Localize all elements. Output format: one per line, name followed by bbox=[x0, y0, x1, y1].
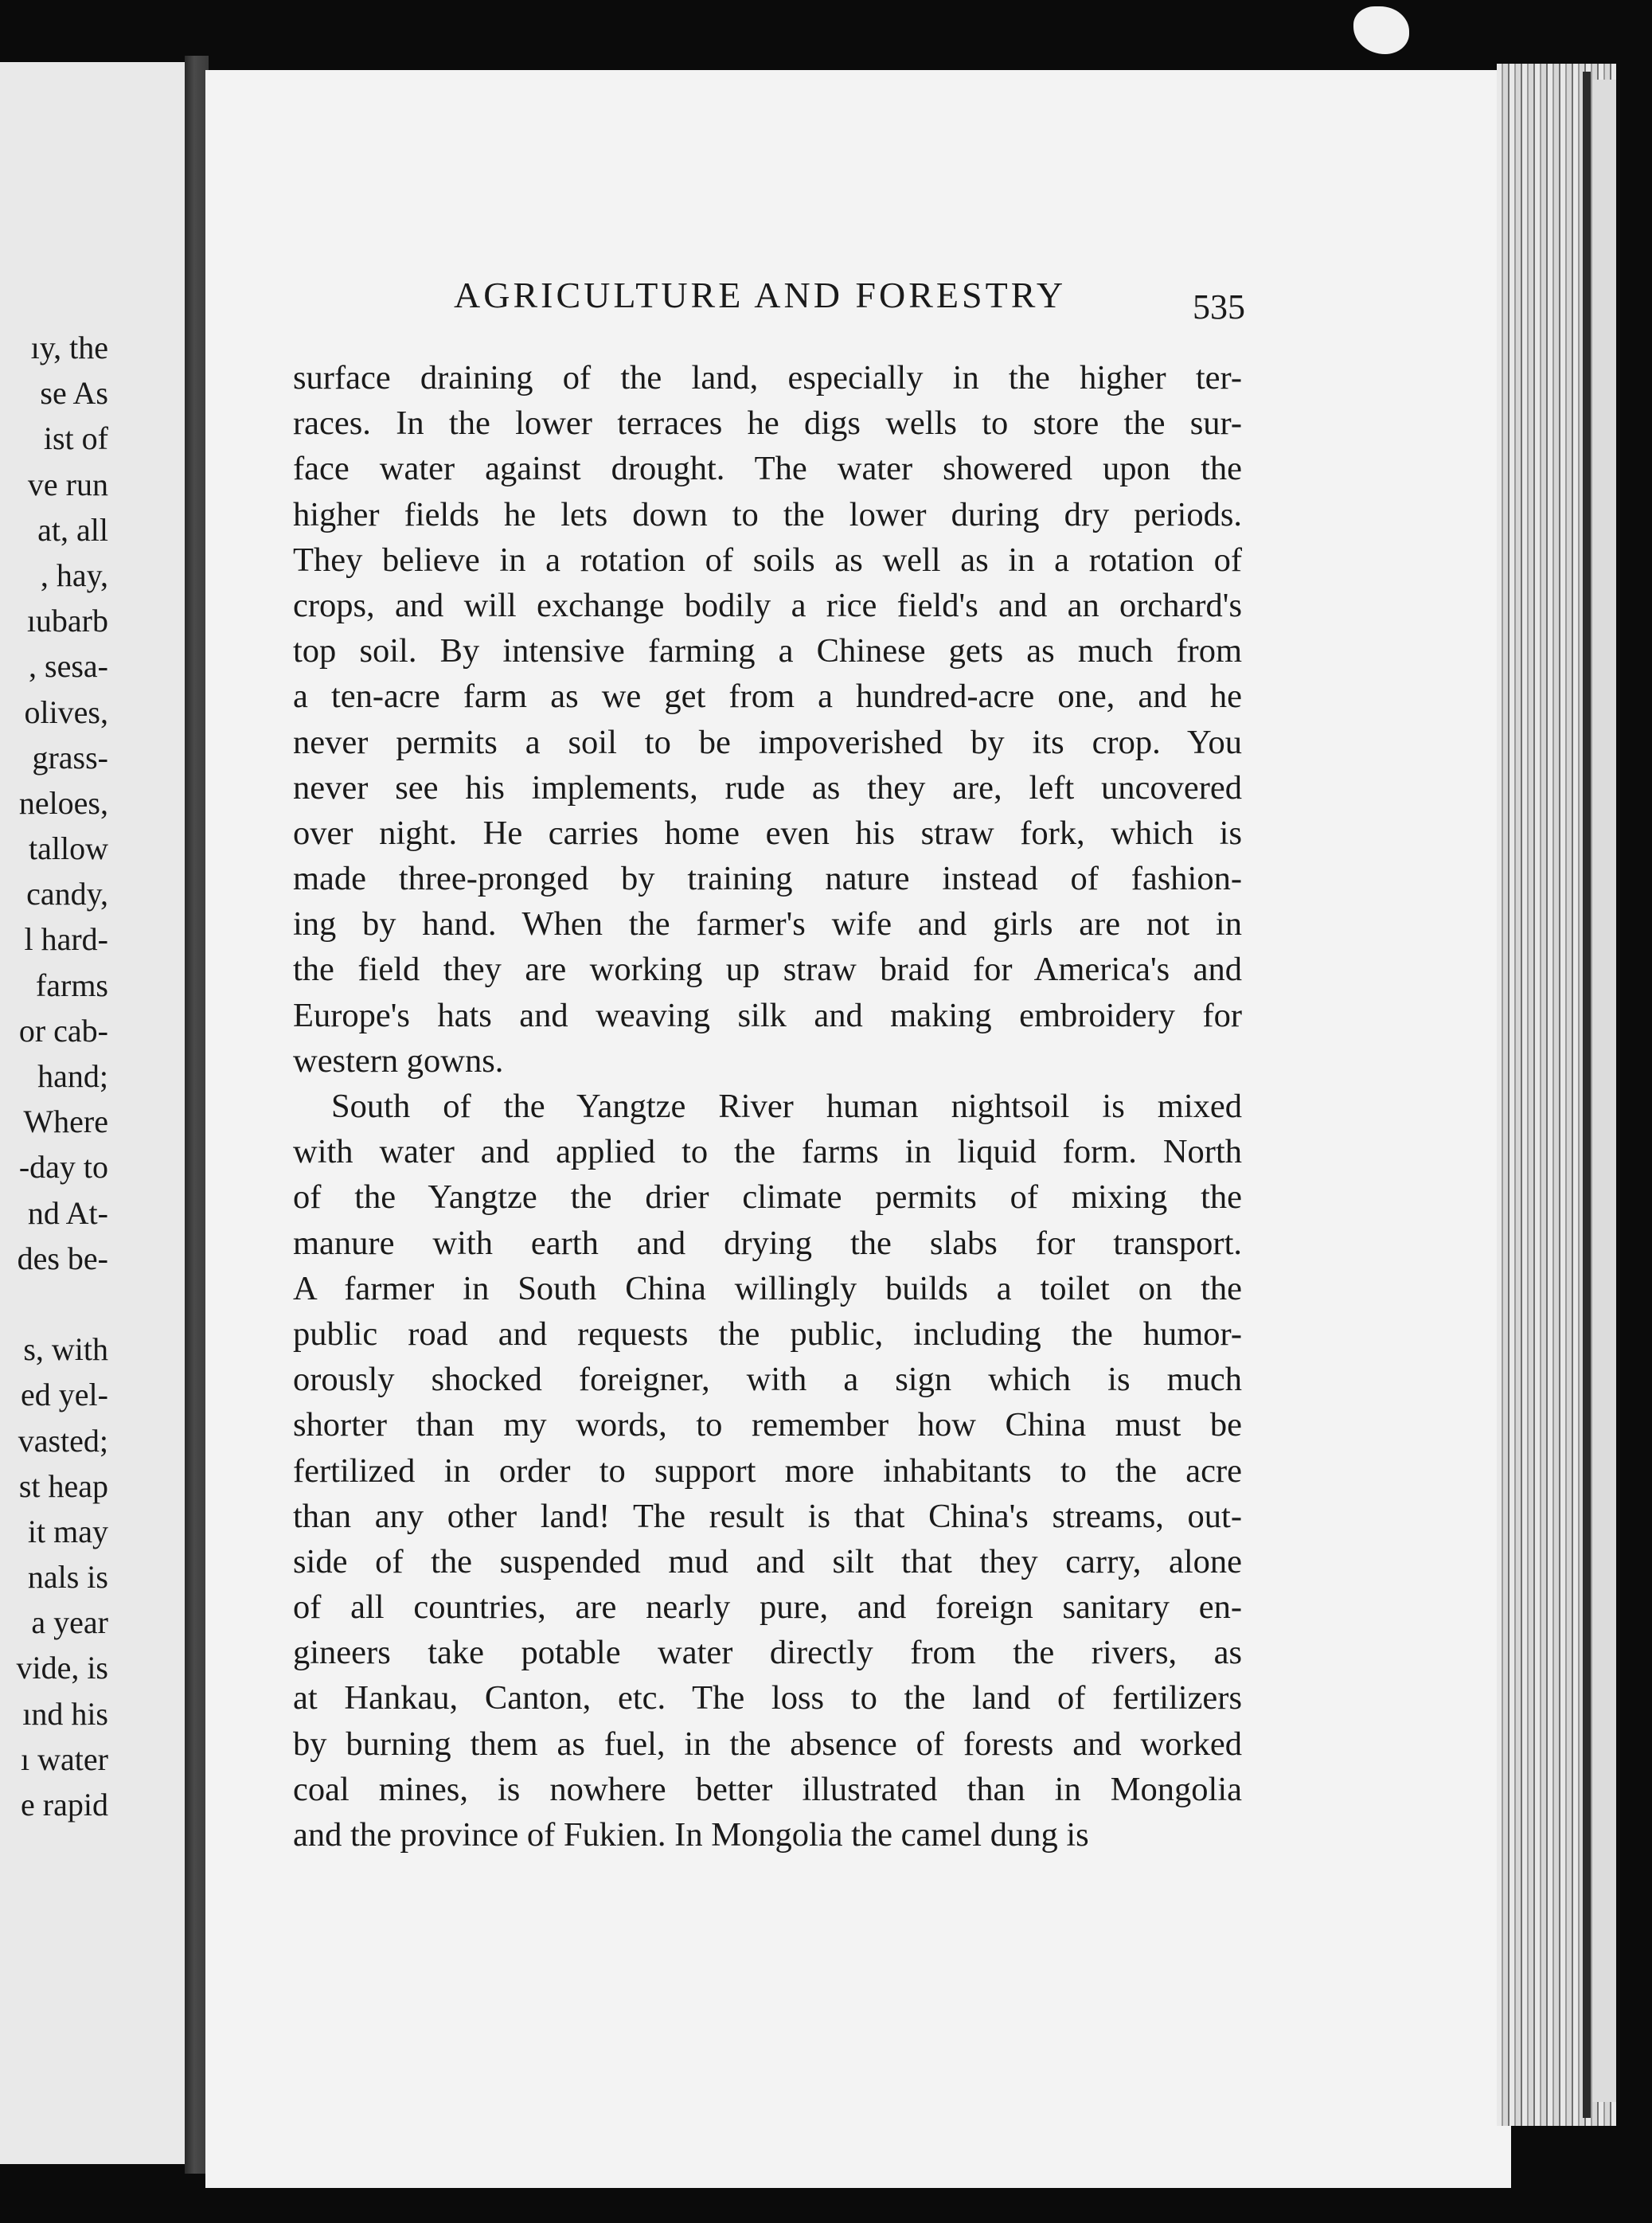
text-line: than any other land! The result is that China's streams, out- bbox=[293, 1497, 1242, 1535]
text-line: public road and requests the public, including the humor- bbox=[293, 1315, 1242, 1353]
left-page-line: nals is bbox=[27, 1559, 108, 1596]
left-page-line: hand; bbox=[37, 1058, 108, 1094]
text-line: never permits a soil to be impoverished by its crop. You bbox=[293, 723, 1242, 761]
left-page-line: vide, is bbox=[16, 1650, 108, 1686]
text-line: of all countries, are nearly pure, and foreign sanitary en- bbox=[293, 1588, 1242, 1627]
left-page-text bbox=[16, 325, 108, 1827]
left-page-line: e rapid bbox=[21, 1787, 108, 1823]
text-line: a ten-acre farm as we get from a hundred-acre one, and he bbox=[293, 678, 1242, 716]
left-page-line: -day to bbox=[18, 1149, 108, 1186]
text-line: top soil. By intensive farming a Chinese gets as much from bbox=[293, 632, 1242, 670]
text-line: over night. He carries home even his straw fork, which is bbox=[293, 814, 1242, 852]
text-line: orously shocked foreigner, with a sign which is much bbox=[293, 1361, 1242, 1399]
text-line: gineers take potable water directly from the rivers, as bbox=[293, 1634, 1242, 1672]
left-page-line: nd At- bbox=[27, 1194, 108, 1231]
text-line: manure with earth and drying the slabs for transport. bbox=[293, 1224, 1242, 1262]
back-page-edge bbox=[1592, 80, 1616, 2102]
left-page-line: ıubarb bbox=[26, 603, 108, 639]
text-line: fertilized in order to support more inhabitants to the acre bbox=[293, 1451, 1242, 1490]
page-number: 535 bbox=[1193, 287, 1245, 326]
text-line: A farmer in South China willingly builds a toilet on the bbox=[293, 1269, 1242, 1307]
left-page-line: st heap bbox=[18, 1467, 108, 1504]
cover-edge bbox=[1583, 72, 1591, 2118]
left-page-line: se As bbox=[40, 375, 108, 412]
left-page-line: vasted; bbox=[18, 1422, 108, 1459]
left-page-line: , sesa- bbox=[29, 648, 108, 685]
left-page-line: des be- bbox=[17, 1240, 108, 1276]
left-page-line: farms bbox=[35, 967, 108, 1003]
left-page-line: candy, bbox=[26, 876, 108, 912]
text-line: ing by hand. When the farmer's wife and girls are not in bbox=[293, 905, 1242, 944]
text-line: crops, and will exchange bodily a rice field's and an orchard's bbox=[293, 586, 1242, 624]
left-page-line: olives, bbox=[24, 693, 108, 730]
text-line: with water and applied to the farms in liquid form. North bbox=[293, 1133, 1242, 1171]
left-page-line: , hay, bbox=[40, 557, 108, 593]
left-page-line: a year bbox=[31, 1604, 108, 1641]
text-line: western gowns. bbox=[293, 1041, 504, 1080]
left-page-line: ıy, the bbox=[30, 330, 108, 365]
left-page-line: ed yel- bbox=[21, 1377, 108, 1413]
left-page-line: neloes, bbox=[18, 784, 108, 821]
text-line: the field they are working up straw braid for America's and bbox=[293, 951, 1242, 989]
left-page bbox=[0, 62, 185, 2164]
text-line: at Hankau, Canton, etc. The loss to the land of fertilizers bbox=[293, 1679, 1242, 1717]
text-line: surface draining of the land, especially in the higher ter- bbox=[293, 359, 1242, 397]
text-line: races. In the lower terraces he digs wells to store the sur- bbox=[293, 404, 1242, 443]
text-line: never see his implements, rude as they are, left uncovered bbox=[293, 768, 1242, 807]
left-page-line: ı water bbox=[21, 1741, 108, 1777]
text-line: face water against drought. The water showered upon the bbox=[293, 450, 1242, 488]
text-line: higher fields he lets down to the lower during dry periods. bbox=[293, 495, 1242, 533]
left-page-line: ist of bbox=[43, 420, 108, 457]
left-page-line: at, all bbox=[37, 511, 108, 548]
left-page-line: s, with bbox=[23, 1331, 108, 1368]
text-line: coal mines, is nowhere better illustrated than in Mongolia bbox=[293, 1770, 1242, 1808]
left-page-line: grass- bbox=[32, 739, 108, 776]
text-line: of the Yangtze the drier climate permits of mixing the bbox=[293, 1178, 1242, 1217]
running-head: AGRICULTURE AND FORESTRY bbox=[454, 275, 1067, 315]
left-page-line: Where bbox=[23, 1104, 108, 1140]
left-page-line: l hard- bbox=[24, 921, 108, 958]
left-page-line: ve run bbox=[27, 466, 108, 502]
text-line: They believe in a rotation of soils as well as in a rotation of bbox=[293, 541, 1242, 579]
paper-speck bbox=[1353, 6, 1409, 54]
left-page-line: or cab- bbox=[18, 1012, 108, 1049]
text-line: shorter than my words, to remember how China must be bbox=[293, 1406, 1242, 1444]
text-line: made three-pronged by training nature instead of fashion- bbox=[293, 860, 1242, 898]
body-text bbox=[293, 355, 1242, 1858]
text-line: by burning them as fuel, in the absence of forests and worked bbox=[293, 1725, 1242, 1763]
text-line: side of the suspended mud and silt that they carry, alone bbox=[293, 1542, 1242, 1580]
text-line: and the province of Fukien. In Mongolia the camel dung is bbox=[293, 1816, 1089, 1854]
left-page-line: tallow bbox=[29, 830, 108, 867]
text-line: Europe's hats and weaving silk and making embroidery for bbox=[293, 996, 1242, 1034]
left-page-line: ınd his bbox=[22, 1695, 108, 1732]
left-page-line: it may bbox=[27, 1513, 108, 1549]
left-page-line bbox=[16, 1281, 108, 1326]
text-line: South of the Yangtze River human nightsoil is mixed bbox=[331, 1088, 1242, 1125]
